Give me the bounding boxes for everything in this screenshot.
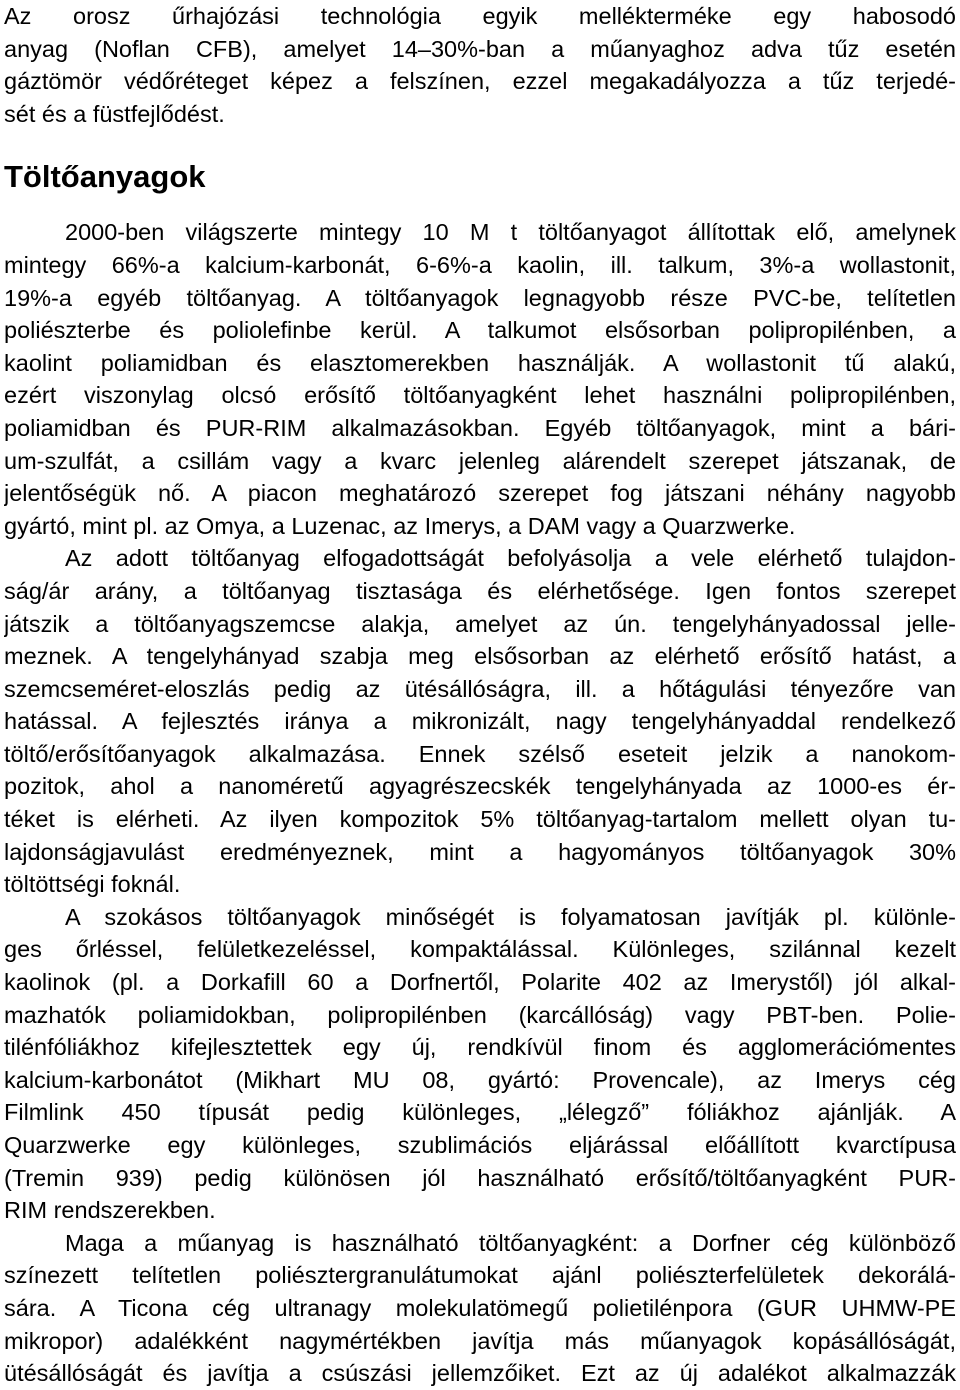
text-line: Maga a műanyag is használható töltőanyagként: a Dorfner cég különböző (65, 1229, 956, 1256)
text-line: Filmlink 450 típusát pedig különleges, „lélegző” fóliákhoz ajánlják. A (4, 1099, 956, 1126)
text-line: Quarzwerke egy különleges, szublimációs eljárással előállított kvarctípusa (4, 1132, 956, 1158)
text-line: gáztömör védőréteget képez a felszínen, ezzel megakadályozza a tűz terjedé- (4, 68, 956, 95)
text-line: mikropor) adalékként nagymértékben javítja más műanyagok kopásállóságát, (4, 1327, 956, 1354)
text-line: sét és a füstfejlődést. (4, 100, 225, 127)
text-line: 19%-a egyéb töltőanyag. A töltőanyagok legnagyobb része PVC-be, telítetlen (4, 284, 956, 311)
text-line: szemcseméret-eloszlás pedig az ütésállóságra, ill. a hőtágulási tényezőre van (4, 675, 956, 702)
section-heading: Töltőanyagok (4, 159, 206, 195)
text-line: ütésállóságát és javítja a csúszási jellemzőiket. Ezt az új adalékot alkalmazzák (4, 1360, 956, 1387)
text-line: töltöttségi foknál. (4, 871, 181, 898)
text-line: lajdonságjavulást eredményeznek, mint a hagyományos töltőanyagok 30% (4, 838, 956, 865)
text-line: RIM rendszerekben. (4, 1197, 216, 1224)
text-line: meznek. A tengelyhányad szabja meg elsősorban az elérhető erősítő hatást, a (4, 643, 956, 670)
text-line: pozitok, ahol a nanoméretű agyagrészecskék tengelyhányada az 1000-es ér- (4, 773, 956, 800)
intro-paragraph (4, 0, 956, 130)
text-line: Az orosz űrhajózási technológia egyik mellékterméke egy habosodó (4, 3, 956, 29)
text-line: hatással. A fejlesztés iránya a mikronizált, nagy tengelyhányaddal rendelkező (4, 708, 956, 735)
text-line: Az adott töltőanyag elfogadottságát befolyásolja a vele elérhető tulajdon- (65, 545, 956, 572)
text-line: ezért viszonylag olcsó erősítő töltőanyagként lehet használni polipropilénben, (4, 382, 956, 409)
text-line: ság/ár arány, a töltőanyag tisztasága és elérhetősége. Igen fontos szerepet (4, 577, 956, 604)
text-line: mazhatók poliamidokban, polipropilénben (karcállóság) vagy PBT-ben. Polie- (4, 1001, 956, 1028)
text-line: anyag (Noflan CFB), amelyet 14–30%-ban a műanyaghoz adva tűz esetén (4, 35, 956, 62)
text-line: jelentőségük nő. A piacon meghatározó szerepet fog játszani néhány nagyobb (4, 480, 956, 507)
text-line: téket is elérheti. Az ilyen kompozitok 5% töltőanyag-tartalom mellett olyan tu- (4, 806, 956, 833)
text-line: sára. A Ticona cég ultranagy molekulatömegű polietilénpora (GUR UHMW-PE (4, 1294, 956, 1321)
document-page (4, 0, 956, 1390)
text-line: 2000-ben világszerte mintegy 10 M t töltőanyagot állítottak elő, amelynek (65, 219, 956, 246)
text-line: kaolinok (pl. a Dorkafill 60 a Dorfnertől, Polarite 402 az Imerystől) jól alkal- (4, 969, 956, 996)
paragraph-3 (4, 901, 956, 1227)
text-line: ges őrléssel, felületkezeléssel, kompaktálással. Különleges, szilánnal kezelt (4, 936, 956, 963)
text-line: kaolint poliamidban és elasztomerekben használják. A wollastonit tű alakú, (4, 349, 956, 376)
paragraph-4 (4, 1227, 956, 1390)
text-line: um-szulfát, a csillám vagy a kvarc jelenleg alárendelt szerepet játszanak, de (4, 447, 956, 474)
paragraph-1 (4, 216, 956, 542)
text-line: színezett telítetlen poliésztergranulátumokat ajánl poliészterfelületek dekorálá- (4, 1262, 956, 1289)
paragraph-2 (4, 542, 956, 901)
text-line: poliészterbe és poliolefinbe kerül. A talkumot elsősorban polipropilénben, a (4, 317, 956, 344)
text-line: A szokásos töltőanyagok minőségét is folyamatosan javítják pl. különle- (65, 903, 956, 930)
text-line: gyártó, mint pl. az Omya, a Luzenac, az Imerys, a DAM vagy a Quarzwerke. (4, 512, 796, 539)
text-line: poliamidban és PUR-RIM alkalmazásokban. Egyéb töltőanyagok, mint a bári- (4, 414, 956, 441)
text-line: mintegy 66%-a kalcium-karbonát, 6-6%-a kaolin, ill. talkum, 3%-a wollastonit, (4, 251, 956, 278)
text-line: tilénfóliákhoz kifejlesztettek egy új, rendkívül finom és agglomerációmentes (4, 1034, 956, 1061)
text-line: játszik a töltőanyagszemcse alakja, amelyet az ún. tengelyhányadossal jelle- (4, 610, 956, 637)
text-line: kalcium-karbonátot (Mikhart MU 08, gyártó: Provencale), az Imerys cég (4, 1066, 956, 1093)
text-line: töltő/erősítőanyagok alkalmazása. Ennek szélső eseteit jelzik a nanokom- (4, 740, 956, 767)
text-line: (Tremin 939) pedig különösen jól használható erősítő/töltőanyagként PUR- (4, 1164, 956, 1191)
